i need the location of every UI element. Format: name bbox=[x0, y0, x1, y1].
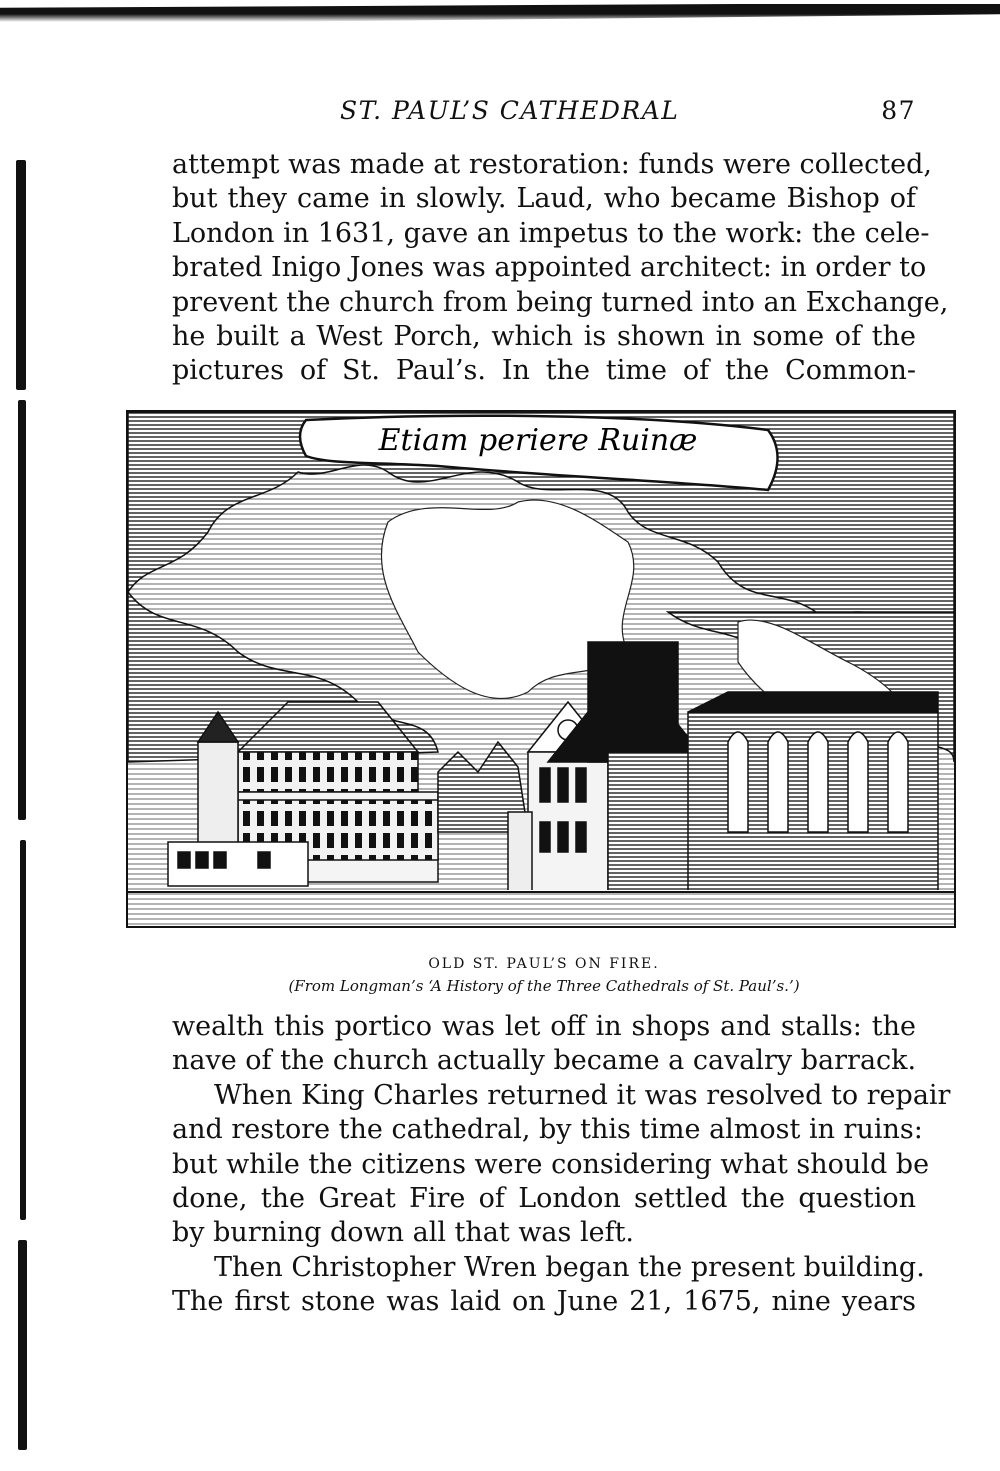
text-line: prevent the church from being turned into an Exchange, bbox=[172, 286, 949, 318]
text-line: by burning down all that was left. bbox=[172, 1217, 635, 1249]
text-line: but while the citizens were considering what should be bbox=[172, 1148, 930, 1180]
text-line: but they came in slowly. Laud, who became Bishop of bbox=[172, 183, 916, 215]
text-line: Then Christopher Wren began the present building. bbox=[214, 1251, 925, 1283]
text-line: and restore the cathedral, by this time almost in ruins: bbox=[172, 1114, 923, 1146]
page-binding-shadow bbox=[8, 150, 38, 1450]
figure-caption: OLD ST. PAUL’S ON FIRE. bbox=[428, 956, 660, 972]
text-line: brated Inigo Jones was appointed architect: in order to bbox=[172, 252, 927, 284]
paragraph-2 bbox=[172, 1010, 951, 1320]
text-line: he built a West Porch, which is shown in some of the bbox=[172, 321, 916, 353]
banner-text: Etiam periere Ruinæ bbox=[378, 423, 698, 458]
engraving-old-st-pauls-on-fire bbox=[126, 410, 956, 928]
running-head-title: ST. PAUL’S CATHEDRAL bbox=[340, 96, 680, 125]
figure-source: (From Longman’s ‘A History of the Three Cathedrals of St. Paul’s.’) bbox=[288, 977, 800, 995]
paragraph-1 bbox=[172, 148, 949, 389]
page-top-edge bbox=[0, 0, 1000, 26]
text-line: pictures of St. Paul’s. In the time of the Common- bbox=[172, 355, 916, 387]
text-line: attempt was made at restoration: funds were collected, bbox=[172, 149, 932, 180]
engraving-drawing bbox=[128, 412, 954, 926]
running-head bbox=[172, 96, 916, 126]
text-line: nave of the church actually became a cavalry barrack. bbox=[172, 1045, 917, 1077]
text-line: done, the Great Fire of London settled the question bbox=[172, 1183, 916, 1215]
page-number: 87 bbox=[881, 96, 916, 125]
text-line: wealth this portico was let off in shops and stalls: the bbox=[172, 1011, 916, 1042]
text-line: London in 1631, gave an impetus to the work: the cele- bbox=[172, 217, 930, 249]
left-church bbox=[168, 702, 438, 886]
text-line: When King Charles returned it was resolved to repair bbox=[214, 1079, 951, 1111]
text-line: The first stone was laid on June 21, 1675, nine years bbox=[172, 1286, 916, 1318]
